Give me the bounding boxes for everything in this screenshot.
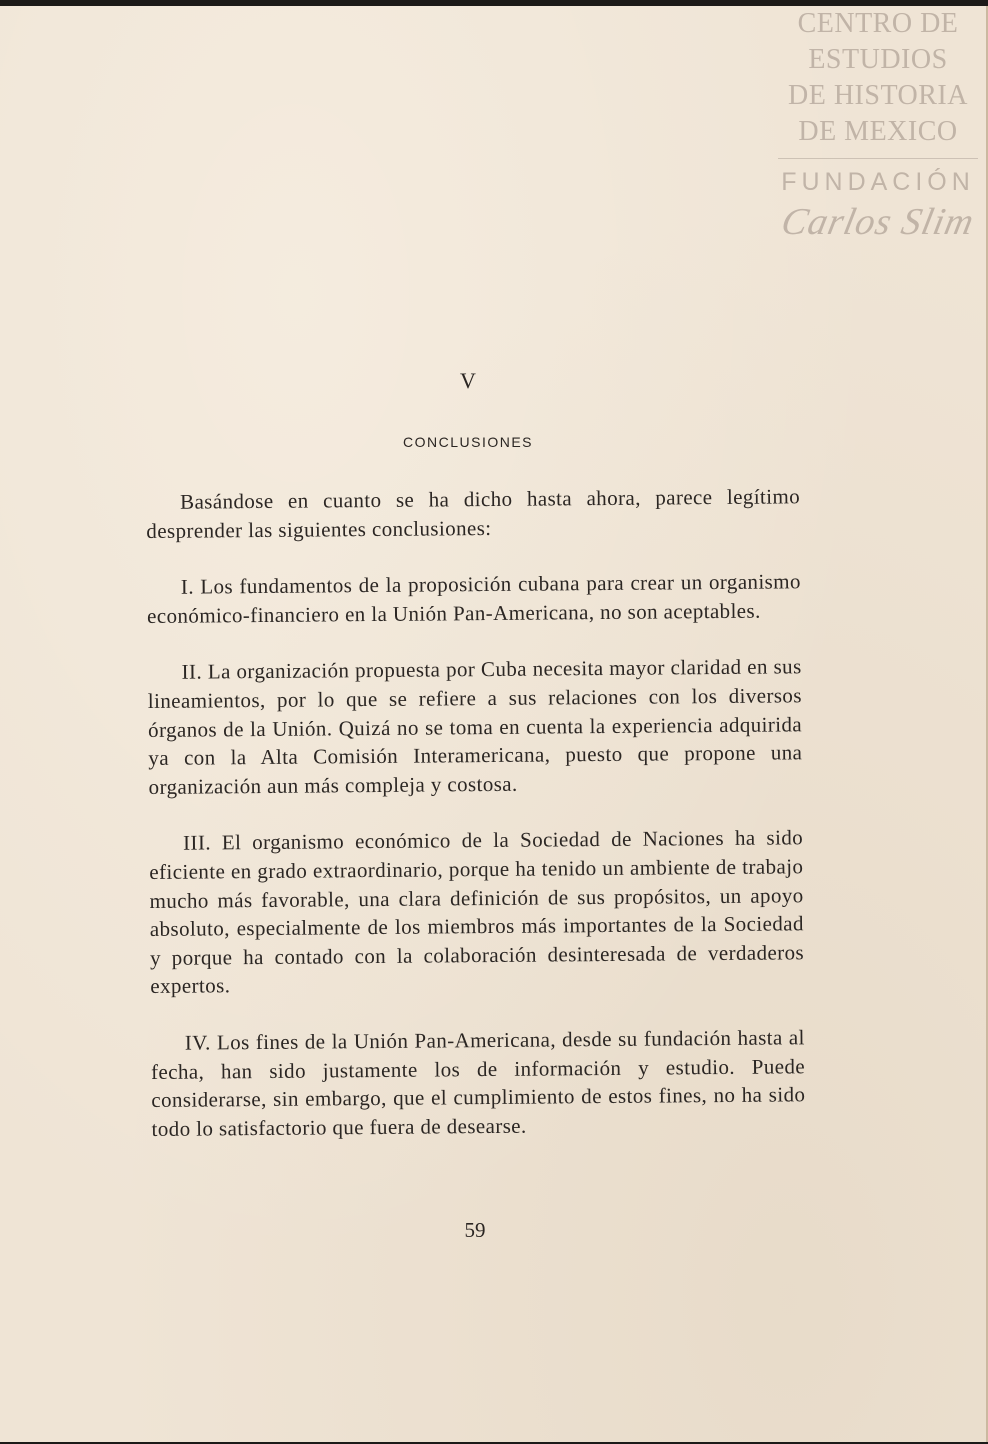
watermark-line: DE MEXICO bbox=[798, 116, 958, 147]
archive-watermark bbox=[778, 6, 978, 245]
conclusion-paragraph-3: III. El organismo económico de la Sociedad de Naciones ha sido eficiente en grado extraordinario, porque ha tenido un ambiente de trabajo mucho más favorable, una clara definición de sus propósitos, un apoyo absoluto, especialmente de los miembros más importantes de la Sociedad y porque ha contado con la colaboración desinteresada de verdaderos expertos. bbox=[149, 825, 805, 999]
conclusion-paragraph-1: I. Los fundamentos de la proposición cubana para crear un organismo económico-financiero en la Unión Pan-Americana, no son aceptables. bbox=[147, 569, 801, 628]
chapter-title: CONCLUSIONES bbox=[402, 434, 534, 450]
watermark-signature: Carlos Slim bbox=[777, 201, 979, 243]
body-text bbox=[146, 482, 806, 1143]
watermark-foundation: FUNDACIÓN bbox=[781, 168, 975, 196]
page-number: 59 bbox=[464, 1218, 486, 1242]
conclusion-paragraph-2: II. La organización propuesta por Cuba necesita mayor claridad en sus lineamientos, por lo que se refiere a sus relaciones con los diversos órganos de la Unión. Quizá no se toma en cuenta la experiencia adquirida ya con la Alta Comisión Interamericana, puesto que propone una organización aun más compleja y costosa. bbox=[147, 654, 803, 799]
watermark-divider bbox=[778, 158, 978, 159]
conclusion-paragraph-4: IV. Los fines de la Unión Pan-Americana, desde su fundación hasta al fecha, han sido justamente los de información y estudio. Puede considerarse, sin embargo, que el cumplimiento de estos fines, no ha sido todo lo satisfactorio que fuera de desearse. bbox=[150, 1025, 806, 1141]
watermark-line: ESTUDIOS bbox=[808, 44, 948, 75]
intro-paragraph: Basándose en cuanto se ha dicho hasta ahora, parece legítimo desprender las siguientes conclusiones: bbox=[146, 484, 801, 543]
watermark-line: DE HISTORIA bbox=[788, 80, 968, 111]
chapter-number: V bbox=[460, 368, 476, 393]
book-page bbox=[0, 6, 988, 1442]
watermark-line: CENTRO DE bbox=[797, 8, 959, 39]
